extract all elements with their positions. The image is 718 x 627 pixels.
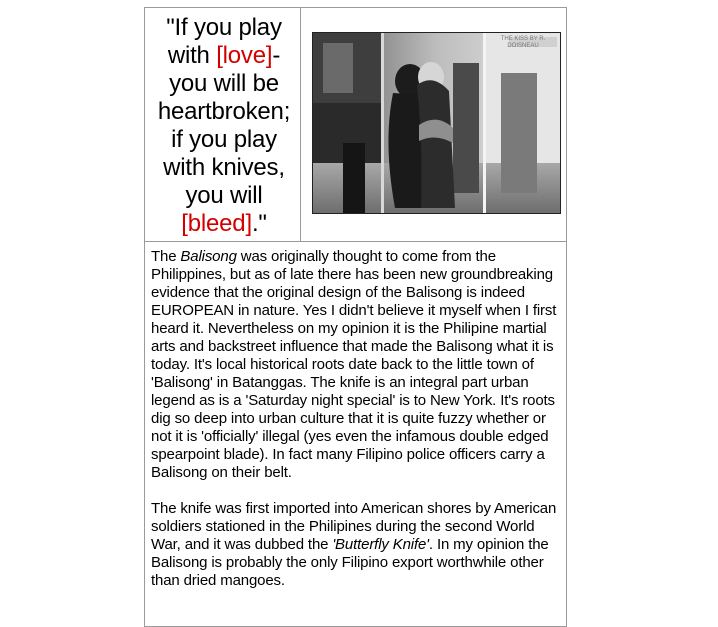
quote-mid: - you will be heartbroken; if you play with knives, you will	[157, 42, 291, 209]
p1-text-rest: was originally thought to come from the Philippines, but as of late there has been new groundbreaking evidence that the original design of the Balisong is indeed EUROPEAN in nature. Yes I didn't believe it myself when I first heard it. Nevertheless on my opinion it is the Philipine martial arts and backstreet influence that made the Balisong what it is today. It's local historical roots date back to the little town of 'Balisong' in Batanggas. The knife is an integral part urban legend as is a 'Saturday night special' is to New York. It's roots dig so deep into urban culture that it is quite fuzzy whether or not it is 'officially' illegal (yes even the infamous double edged spearpoint blade). In fact many Filipino police officers carry a Balisong on their belt.	[151, 248, 557, 481]
p2-text-start: The knife was first imported into American shores by American soldiers stationed in the Philipines during the second World War, and it was dubbed the	[151, 500, 557, 553]
row-divider	[145, 241, 566, 242]
p1-text-start: The	[151, 248, 181, 265]
quote-close: ."	[251, 210, 267, 237]
quote-love: [love]	[216, 42, 273, 69]
content-table	[144, 7, 567, 627]
paragraph-origins	[151, 248, 563, 482]
kiss-photo-graphic	[313, 33, 560, 213]
quote-bleed: [bleed]	[181, 210, 252, 237]
article-body	[151, 248, 563, 608]
p2-italic-butterfly-knife: 'Butterfly Knife'	[332, 536, 429, 553]
quote-open: "If you play with	[166, 14, 282, 69]
p1-italic-balisong: Balisong	[180, 248, 237, 265]
paragraph-history	[151, 500, 563, 590]
quote-cell	[145, 8, 301, 241]
header-row	[145, 8, 566, 241]
p2-text-rest: . In my opinion the Balisong is probably the only Filipino export worthwhile other than dried mangoes.	[151, 536, 549, 589]
pull-quote	[149, 14, 299, 238]
photo-caption: THE KISS BY R. DOISNEAU	[500, 36, 546, 49]
kiss-photo	[312, 32, 561, 214]
photo-cell	[301, 8, 566, 241]
